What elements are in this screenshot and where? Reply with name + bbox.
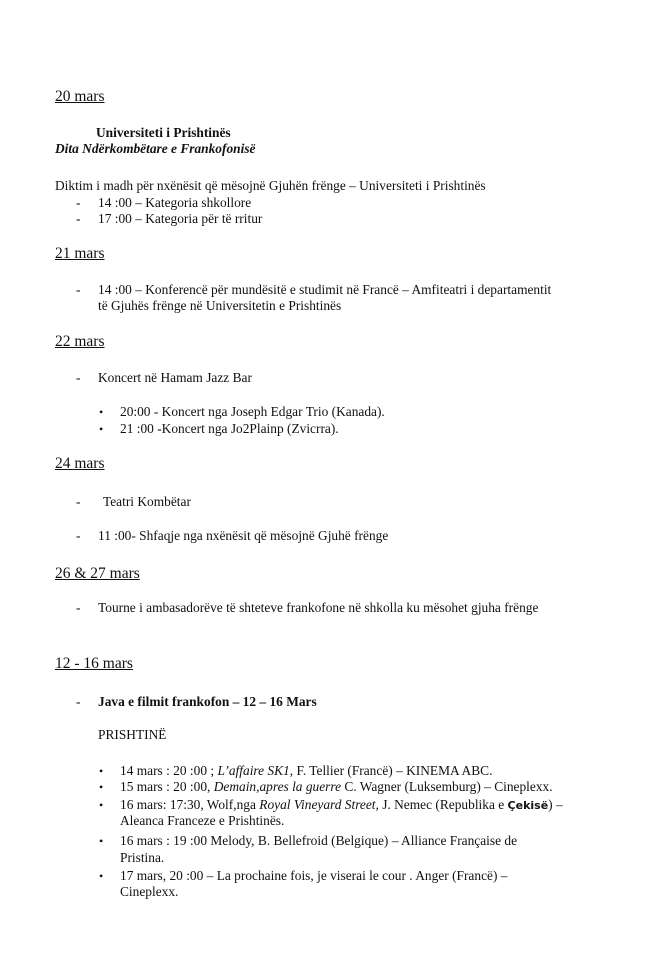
dash-marker: -: [76, 494, 81, 509]
film-item: 16 mars : 19 :00 Melody, B. Bellefroid (Belgique) – Alliance Française de: [120, 833, 518, 848]
film-time: 16 mars: 17:30, Wolf,nga: [120, 797, 260, 812]
film-week-title: Java e filmit frankofon – 12 – 16 Mars: [98, 694, 317, 709]
film-item: [120, 797, 563, 814]
list-item: 11 :00- Shfaqje nga nxënësit që mësojnë Gjuhë frënge: [98, 528, 389, 543]
intro-diktim: Diktim i madh për nxënësit që mësojnë Gjuhën frënge – Universiteti i Prishtinës: [55, 178, 486, 193]
film-details: C. Wagner (Luksemburg) – Cineplexx.: [341, 779, 553, 794]
dash-marker: -: [76, 211, 81, 226]
bullet-item: 21 :00 -Koncert nga Jo2Plainp (Zvicrra).: [120, 421, 339, 436]
dash-marker: -: [76, 370, 81, 385]
heading-26-27-mars: 26 & 27 mars: [55, 565, 140, 582]
list-item: 14 :00 – Kategoria shkollore: [98, 195, 252, 210]
film-title: Demain,apres la guerre: [213, 779, 342, 794]
film-item: 17 mars, 20 :00 – La prochaine fois, je viserai le cour . Anger (Francë) –: [120, 868, 508, 883]
bullet-marker: •: [99, 798, 104, 812]
list-item: Koncert në Hamam Jazz Bar: [98, 370, 252, 385]
heading-12-16-mars: 12 - 16 mars: [55, 655, 133, 672]
list-item: Tourne i ambasadorëve të shteteve frankofone në shkolla ku mësohet gjuha frënge: [98, 600, 539, 615]
country-word: Çekisë: [507, 799, 549, 812]
film-item-continuation: Cineplexx.: [120, 884, 179, 899]
heading-22-mars: 22 mars: [55, 333, 105, 350]
bullet-item: 20:00 - Koncert nga Joseph Edgar Trio (Kanada).: [120, 404, 385, 419]
heading-21-mars: 21 mars: [55, 245, 105, 262]
list-item: 17 :00 – Kategoria për të rritur: [98, 211, 263, 226]
bullet-marker: •: [99, 834, 104, 848]
bullet-marker: •: [99, 869, 104, 883]
film-details: J. Nemec (Republika e: [378, 797, 508, 812]
bullet-marker: •: [99, 780, 104, 794]
event-title-frankofonise: Dita Ndërkombëtare e Frankofonisë: [55, 141, 256, 156]
city-label: PRISHTINË: [98, 727, 167, 742]
film-title: Royal Vineyard Street,: [259, 797, 379, 812]
film-item: [120, 779, 553, 795]
film-title: L’affaire SK1: [217, 763, 290, 778]
bullet-marker: •: [99, 405, 104, 419]
bullet-marker: •: [99, 422, 104, 436]
dash-marker: -: [76, 195, 81, 210]
dash-marker: -: [76, 282, 81, 297]
film-time: 14 mars : 20 :00 ;: [120, 763, 218, 778]
bullet-marker: •: [99, 764, 104, 778]
film-time: 15 mars : 20 :00,: [120, 779, 214, 794]
list-item-continuation: të Gjuhës frënge në Universitetin e Prishtinës: [98, 298, 342, 313]
dash-marker: -: [76, 694, 81, 709]
list-item: 14 :00 – Konferencë për mundësitë e studimit në Francë – Amfiteatri i departamentit: [98, 282, 552, 297]
film-details: , F. Tellier (Francë) – KINEMA ABC.: [289, 763, 493, 778]
film-item-continuation: Aleanca Franceze e Prishtinës.: [120, 813, 285, 828]
film-item: [120, 763, 492, 779]
heading-20-mars: 20 mars: [55, 88, 105, 105]
list-item: Teatri Kombëtar: [103, 494, 191, 509]
film-details-end: ) –: [548, 797, 563, 812]
venue-universiteti: Universiteti i Prishtinës: [96, 125, 231, 140]
film-item-continuation: Pristina.: [120, 850, 165, 865]
heading-24-mars: 24 mars: [55, 455, 105, 472]
dash-marker: -: [76, 528, 81, 543]
dash-marker: -: [76, 600, 81, 615]
